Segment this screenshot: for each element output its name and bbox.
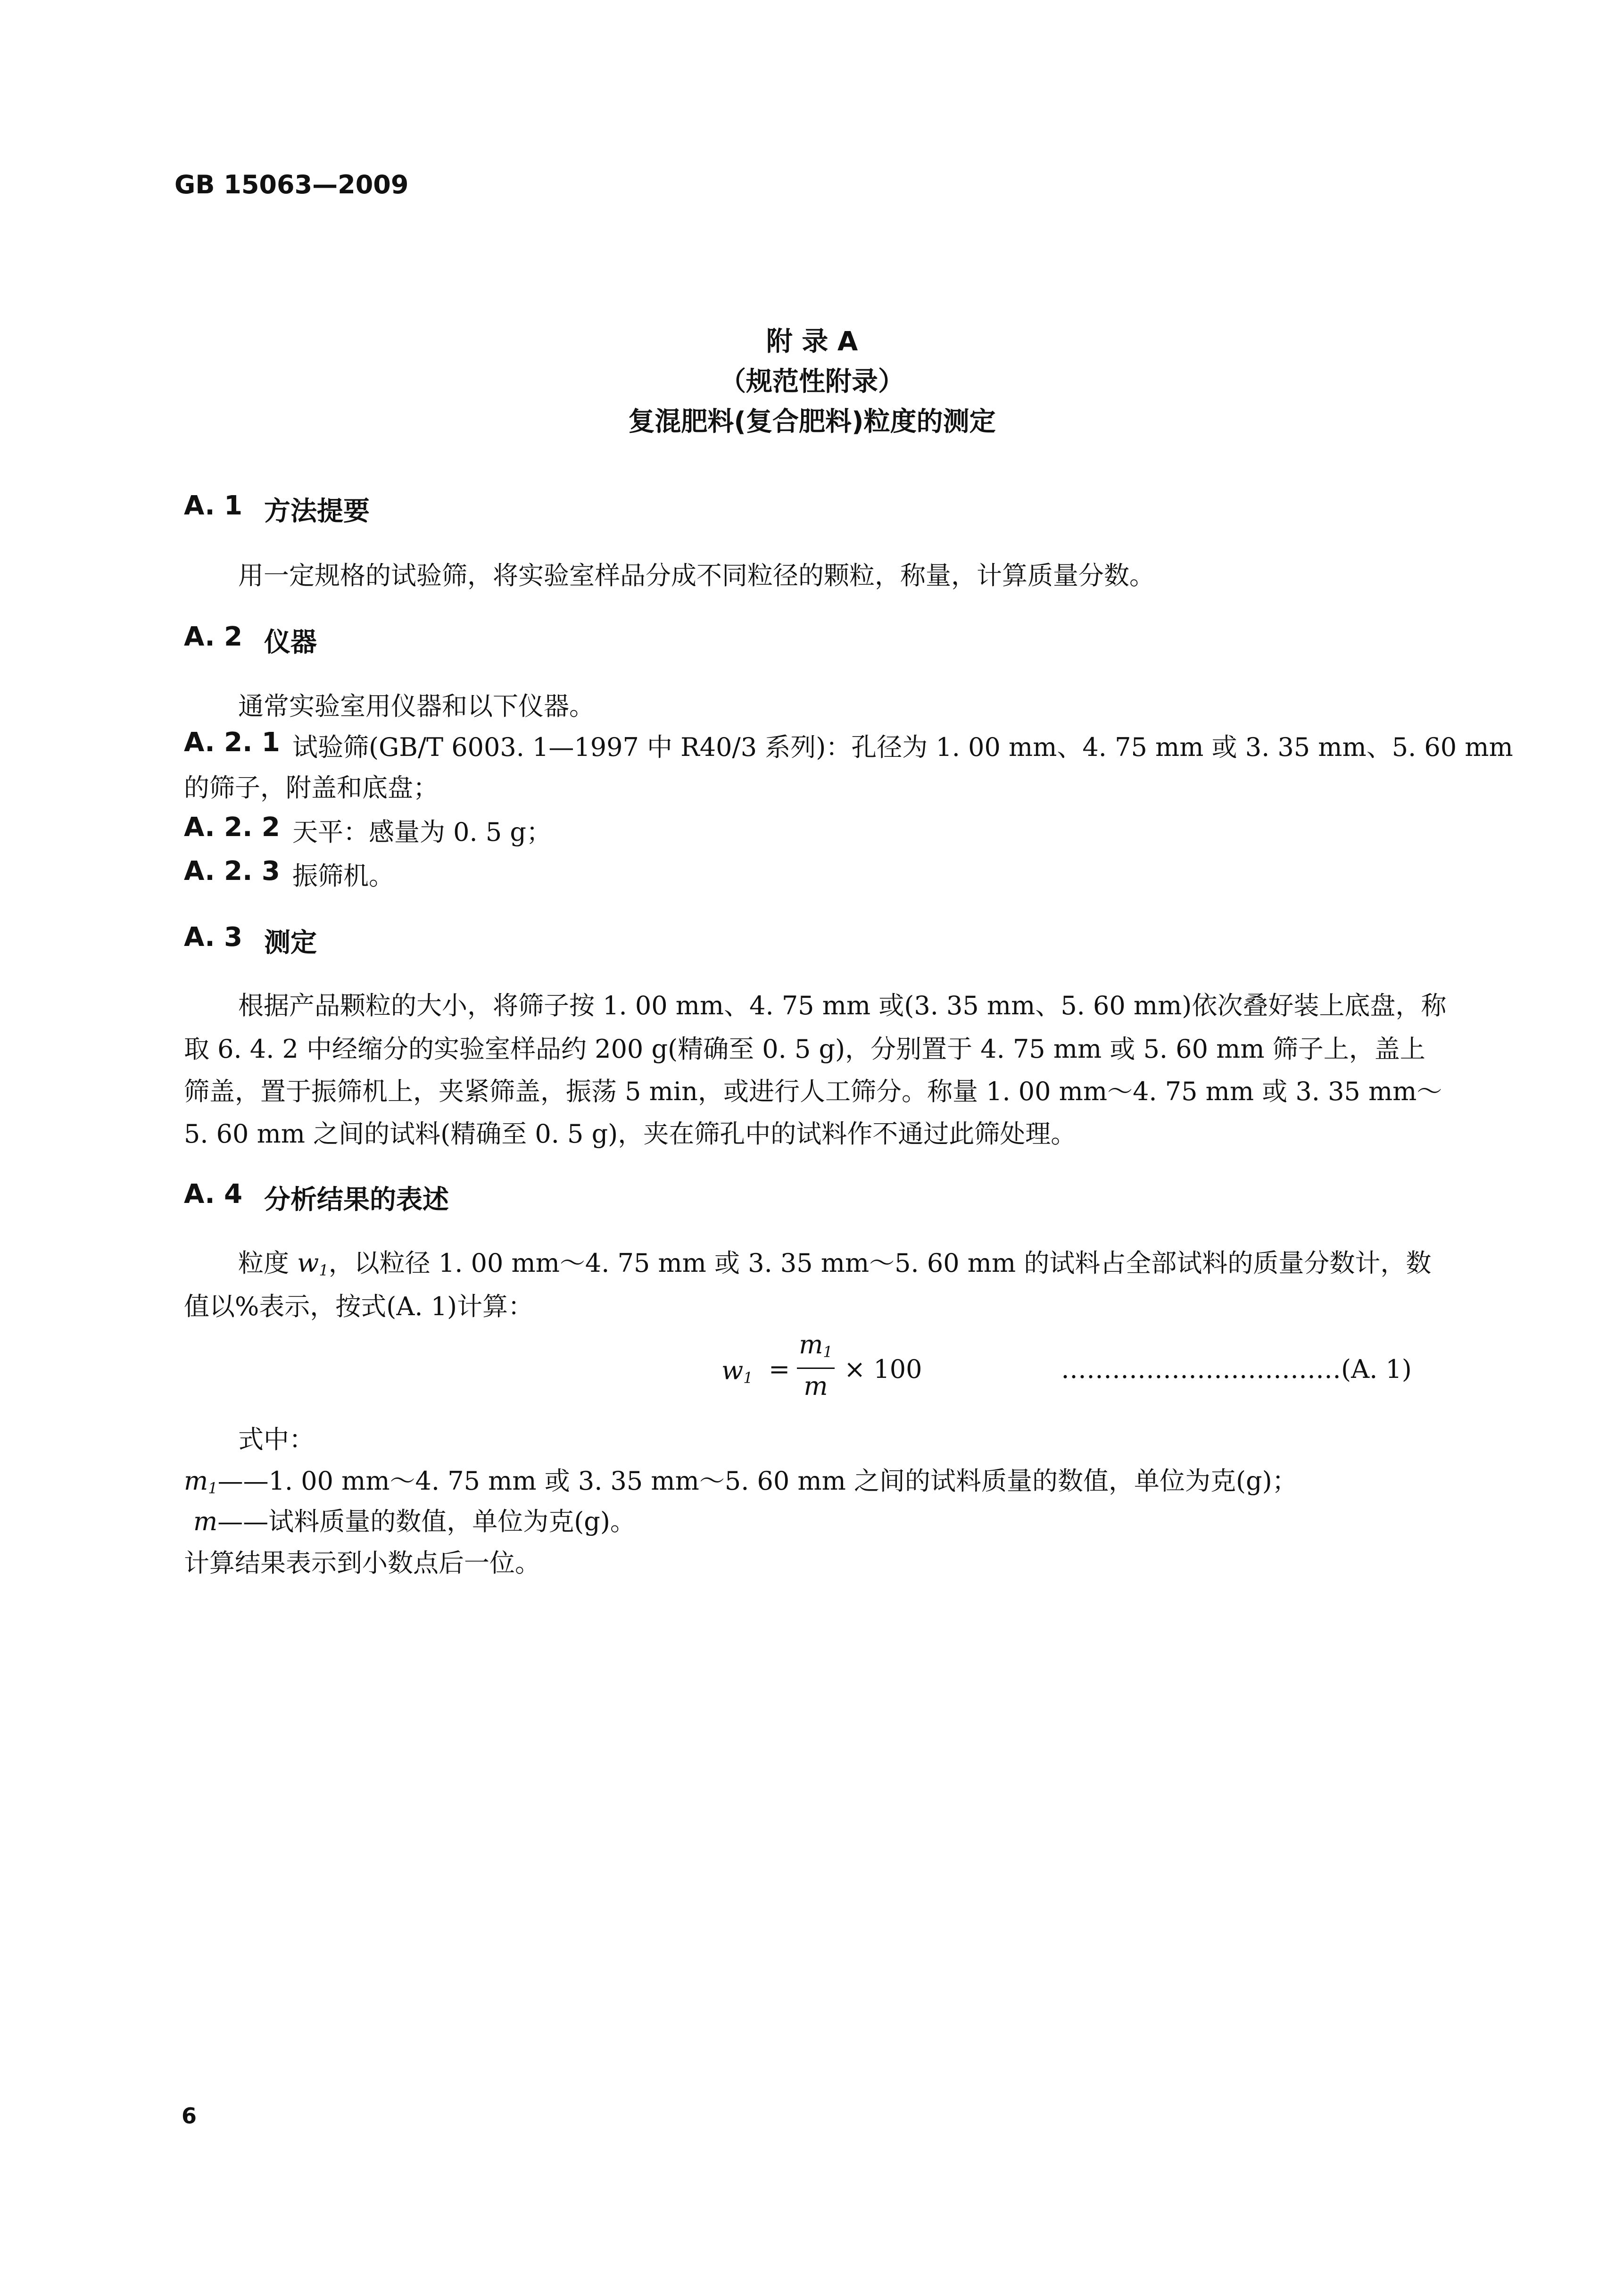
appendix-label: 附 录 A — [766, 326, 858, 357]
section-a3-number: A. 3 — [184, 922, 243, 953]
formula-denominator: m — [804, 1371, 828, 1401]
result-note: 计算结果表示到小数点后一位。 — [184, 1548, 540, 1578]
section-a23-number: A. 2. 3 — [184, 856, 280, 887]
section-a2-title: 仪器 — [264, 627, 317, 658]
formula-equals: = — [769, 1354, 790, 1384]
symbol-w1: $w_1$ — [297, 1248, 329, 1279]
section-a21-number: A. 2. 1 — [184, 727, 280, 758]
page-number: 6 — [182, 2103, 197, 2129]
fraction-bar — [797, 1368, 835, 1369]
section-a23-text: 振筛机。 — [292, 861, 394, 891]
section-a2-number: A. 2 — [184, 622, 243, 652]
section-a3-line2: 取 6. 4. 2 中经缩分的实验室样品约 200 g(精确至 0. 5 g)，分别置于 4. 75 mm 或 5. 60 mm 筛子上，盖上 — [184, 1034, 1425, 1064]
a4-line1-prefix: 粒度 — [238, 1248, 298, 1278]
section-a4-number: A. 4 — [184, 1179, 243, 1210]
section-a3-title: 测定 — [264, 928, 317, 958]
where-label: 式中： — [238, 1425, 315, 1454]
formula-a1 — [0, 1330, 1624, 1405]
section-a1-title: 方法提要 — [264, 496, 370, 527]
a4-line1-suffix: ，以粒径 1. 00 mm～4. 75 mm 或 3. 35 mm～5. 60 mm 的试料占全部试料的质量分数计，数 — [328, 1248, 1432, 1278]
section-a21-line1: 试验筛(GB/T 6003. 1—1997 中 R40/3 系列)：孔径为 1. 00 mm、4. 75 mm 或 3. 35 mm、5. 60 mm — [292, 732, 1513, 762]
formula-multiplier: × 100 — [844, 1354, 922, 1384]
standard-number: GB 15063—2009 — [174, 170, 409, 199]
section-a3-line3: 筛盖，置于振筛机上，夹紧筛盖，振荡 5 min，或进行人工筛分。称量 1. 00 mm～4. 75 mm 或 3. 35 mm～ — [184, 1077, 1442, 1106]
section-a3-line1: 根据产品颗粒的大小，将筛子按 1. 00 mm、4. 75 mm 或(3. 35 mm、5. 60 mm)依次叠好装上底盘，称 — [238, 991, 1447, 1020]
section-a4-line2: 值以%表示，按式(A. 1)计算： — [184, 1292, 534, 1321]
section-a3-line4: 5. 60 mm 之间的试料(精确至 0. 5 g)，夹在筛孔中的试料作不通过此筛处理。 — [184, 1119, 1077, 1149]
symbol-m1: $m_1$ — [184, 1466, 218, 1497]
section-a1-number: A. 1 — [184, 490, 243, 521]
section-a2-text: 通常实验室用仪器和以下仪器。 — [238, 691, 595, 721]
appendix-title: 复混肥料(复合肥料)粒度的测定 — [628, 406, 996, 437]
formula-numerator: $m_1$ — [799, 1330, 833, 1361]
definition-m: m——试料质量的数值，单位为克(g)。 — [193, 1507, 636, 1536]
formula-reference: ……………………………(A. 1) — [1061, 1354, 1412, 1384]
section-a4-title: 分析结果的表述 — [264, 1185, 449, 1215]
section-a21-line2: 的筛子，附盖和底盘； — [184, 773, 439, 803]
symbol-m: m — [193, 1507, 218, 1536]
definition-m1: $m_1——1$. 00 mm～4. 75 mm 或 3. 35 mm～5. 60 mm 之间的试料质量的数值，单位为克(g)； — [184, 1466, 1298, 1497]
section-a22-text: 天平：感量为 0. 5 g； — [292, 817, 552, 847]
section-a1-text: 用一定规格的试验筛，将实验室样品分成不同粒径的颗粒，称量，计算质量分数。 — [238, 561, 1155, 590]
section-a4-line1 — [238, 1243, 1431, 1279]
formula-lhs: $w_1$ — [721, 1356, 753, 1387]
section-a22-number: A. 2. 2 — [184, 812, 280, 843]
appendix-type: （规范性附录） — [720, 366, 904, 397]
